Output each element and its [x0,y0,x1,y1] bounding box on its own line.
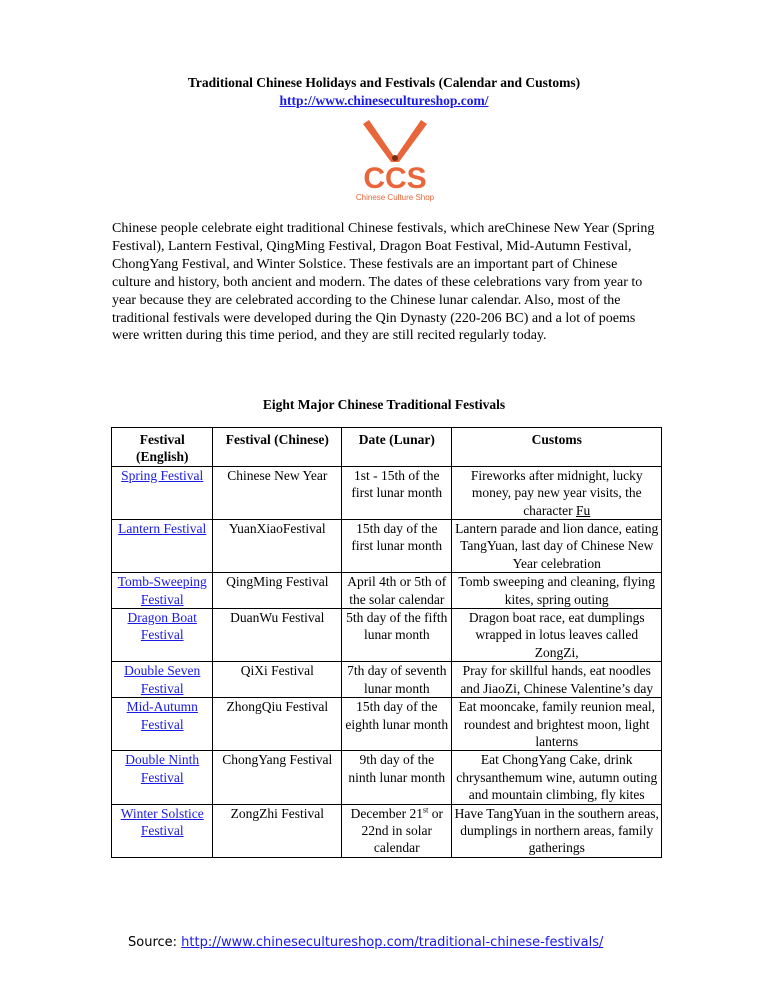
festival-date-cell: 15th day of the first lunar month [342,520,452,573]
column-header-chinese: Festival (Chinese) [213,428,342,467]
intro-paragraph: Chinese people celebrate eight traditional Chinese festivals, which areChinese New Year (Spring Festival), Lantern Festival, QingMing Festival, Dragon Boat Festival, Mid-Autumn Festival, ChongYang Festival, and Winter Solstice. These festivals are an important part of Chinese culture and history, both ancient and modern. The dates of these celebrations vary from year to year because they are celebrated according to the Chinese lunar calendar. Also, most of the traditional festivals were developed during the Qin Dynasty (220-206 BC) and a lot of poems were written during this time period, and they are still recited regularly today. [112,221,655,344]
festival-english-cell[interactable] [112,520,213,573]
festival-date-cell [342,804,452,857]
festival-chinese-cell: ChongYang Festival [213,751,342,804]
festival-chinese-cell: QiXi Festival [213,662,342,698]
festival-english-cell[interactable] [112,804,213,857]
festival-english-cell[interactable] [112,466,213,519]
festival-link[interactable]: Double Seven Festival [124,663,201,696]
festival-customs-cell: Tomb sweeping and cleaning, flying kites, spring outing [452,573,662,609]
ccs-logo [355,118,435,202]
festival-english-cell[interactable] [112,662,213,698]
festival-customs-cell: Lantern parade and lion dance, eating TangYuan, last day of Chinese New Year celebration [452,520,662,573]
column-header-english: Festival (English) [112,428,213,467]
festival-chinese-cell: YuanXiaoFestival [213,520,342,573]
source-link[interactable]: http://www.chinesecultureshop.com/traditional-chinese-festivals/ [181,935,604,950]
festival-customs-cell: Eat ChongYang Cake, drink chrysanthemum wine, autumn outing and mountain climbing, fly kites [452,751,662,804]
festival-date-cell: 15th day of the eighth lunar month [342,698,452,751]
logo-subtitle: Chinese Culture Shop [355,193,435,202]
festival-customs-cell [452,466,662,519]
festival-link[interactable]: Spring Festival [121,467,204,483]
festival-customs-cell: Dragon boat race, eat dumplings wrapped in lotus leaves called ZongZi, [452,609,662,662]
date-prefix: December 21 [350,805,423,821]
festival-link[interactable]: Double Ninth Festival [125,752,200,785]
date-suffix: or 22nd in solar calendar [361,805,443,856]
header-url-link[interactable]: http://www.chinesecultureshop.com/ [279,93,489,108]
festival-chinese-cell: ZongZhi Festival [213,804,342,857]
header-url[interactable] [0,92,768,110]
logo-text: CCS [363,162,427,195]
table-header-row [112,428,662,467]
source-label: Source: [128,935,178,950]
table-row [112,520,662,573]
festival-date-cell: 7th day of seventh lunar month [342,662,452,698]
festival-date-cell: April 4th or 5th of the solar calendar [342,573,452,609]
festival-english-cell[interactable] [112,573,213,609]
festival-chinese-cell: QingMing Festival [213,573,342,609]
source-line [128,935,603,950]
customs-text: Fireworks after midnight, lucky money, pay new year visits, the character [470,467,643,518]
festival-chinese-cell: DuanWu Festival [213,609,342,662]
table-heading: Eight Major Chinese Traditional Festivals [262,397,506,412]
column-header-customs: Customs [452,428,662,467]
table-row [112,573,662,609]
festival-english-cell[interactable] [112,698,213,751]
festival-link[interactable]: Tomb-Sweeping Festival [117,574,207,607]
festival-link[interactable]: Dragon Boat Festival [127,610,197,643]
festival-link[interactable]: Lantern Festival [118,521,207,537]
table-row [112,698,662,751]
column-header-date: Date (Lunar) [342,428,452,467]
document-title: Traditional Chinese Holidays and Festivals (Calendar and Customs) [187,75,581,90]
festival-english-cell[interactable] [112,751,213,804]
festival-customs-cell: Have TangYuan in the southern areas, dumplings in northern areas, family gatherings [452,804,662,857]
festival-english-cell[interactable] [112,609,213,662]
table-row [112,662,662,698]
festival-customs-cell: Eat mooncake, family reunion meal, roundest and brightest moon, light lanterns [452,698,662,751]
festival-date-cell: 1st - 15th of the first lunar month [342,466,452,519]
table-row [112,466,662,519]
festivals-table [111,427,662,858]
table-row [112,751,662,804]
table-row [112,609,662,662]
date-superscript: st [422,805,429,815]
festival-date-cell: 5th day of the fifth lunar month [342,609,452,662]
festival-date-cell: 9th day of the ninth lunar month [342,751,452,804]
fu-link[interactable]: Fu [576,502,591,518]
festival-chinese-cell: Chinese New Year [213,466,342,519]
table-row [112,804,662,857]
festival-link[interactable]: Winter Solstice Festival [120,805,204,838]
festival-customs-cell: Pray for skillful hands, eat noodles and JiaoZi, Chinese Valentine’s day [452,662,662,698]
festival-link[interactable]: Mid-Autumn Festival [126,699,198,732]
festival-chinese-cell: ZhongQiu Festival [213,698,342,751]
